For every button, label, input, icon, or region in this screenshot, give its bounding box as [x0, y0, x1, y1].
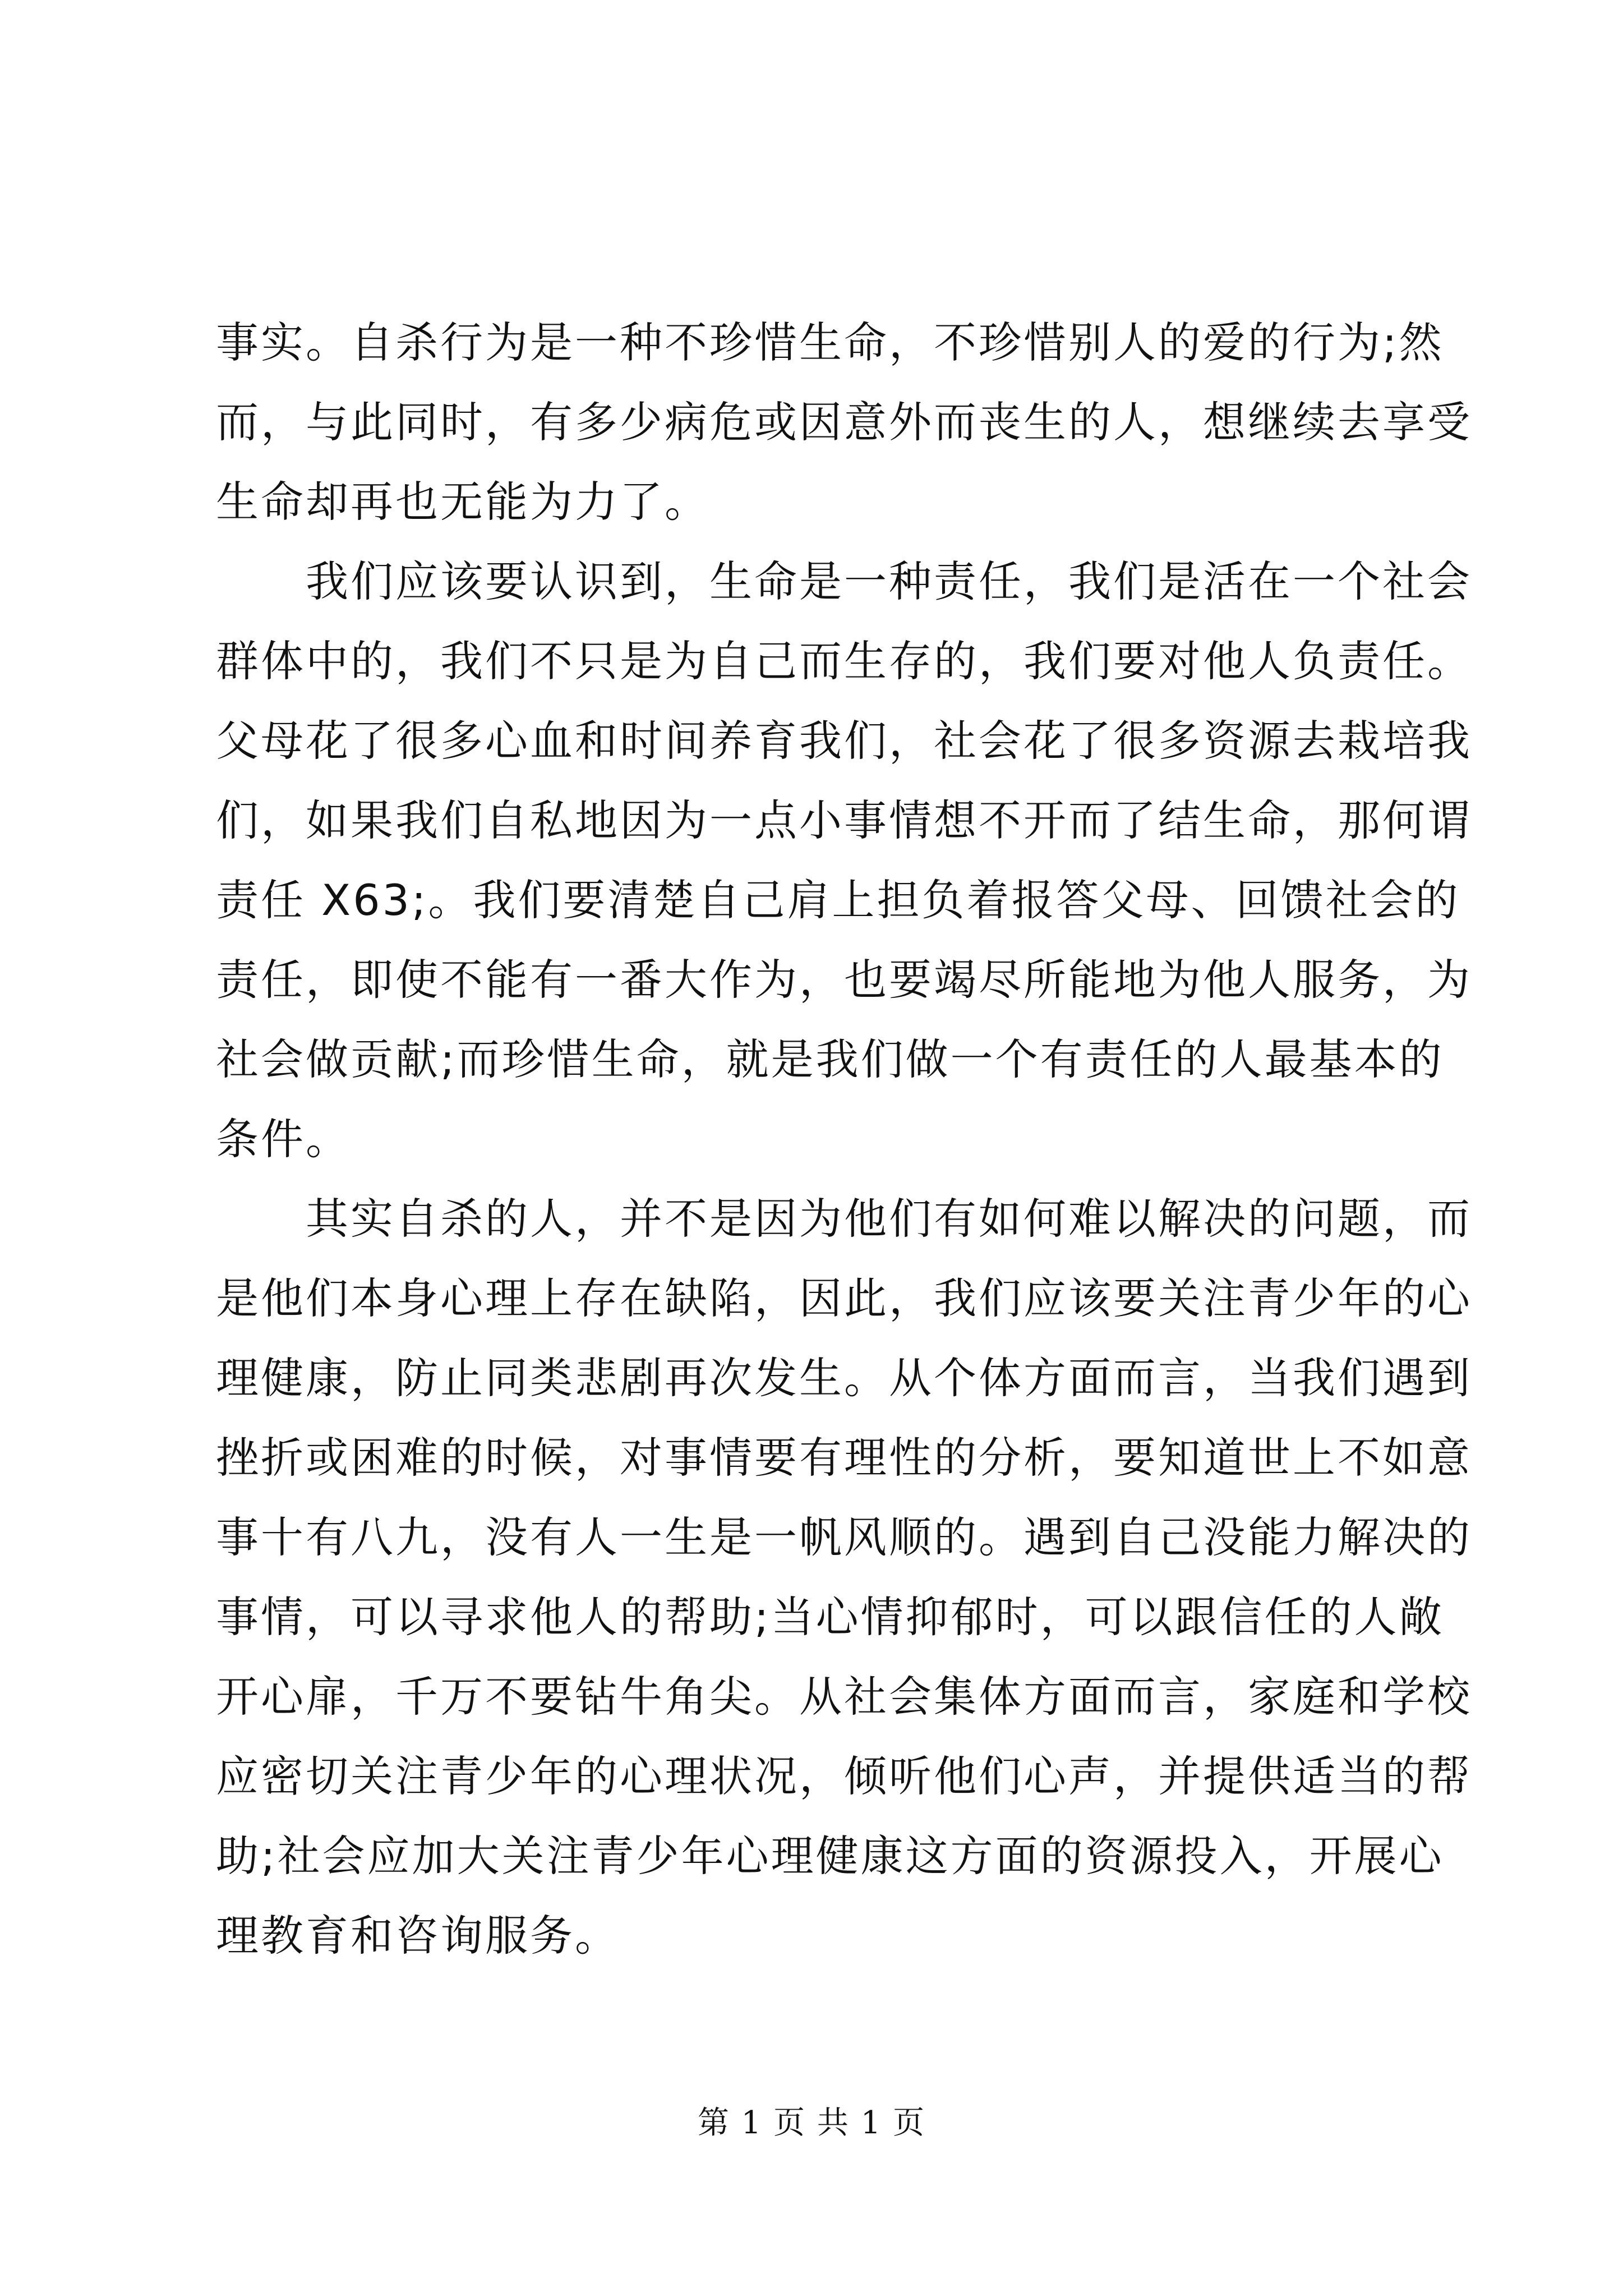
paragraph-3-line-9: 助;社会应加大关注青少年心理健康这方面的资源投入，开展心	[216, 1831, 1444, 1881]
paragraph-2-line-2: 群体中的，我们不只是为自己而生存的，我们要对他人负责任。	[216, 636, 1472, 686]
paragraph-3-line-10: 理教育和咨询服务。	[216, 1911, 620, 1961]
paragraph-2-line-1: 我们应该要认识到，生命是一种责任，我们是活在一个社会	[306, 556, 1472, 606]
paragraph-1-line-1: 事实。自杀行为是一种不珍惜生命，不珍惜别人的爱的行为;然	[216, 318, 1444, 367]
paragraph-3-line-2: 是他们本身心理上存在缺陷，因此，我们应该要关注青少年的心	[216, 1273, 1472, 1323]
paragraph-2-line-5: 责任 X63;。我们要清楚自己肩上担负着报答父母、回馈社会的	[216, 875, 1460, 925]
paragraph-2-line-4: 们，如果我们自私地因为一点小事情想不开而了结生命，那何谓	[216, 795, 1472, 845]
paragraph-3-line-1: 其实自杀的人，并不是因为他们有如何难以解决的问题，而	[306, 1194, 1472, 1244]
document-body	[216, 303, 1472, 1976]
paragraph-2-line-3: 父母花了很多心血和时间养育我们，社会花了很多资源去栽培我	[216, 716, 1472, 766]
paragraph-3-line-4: 挫折或困难的时候，对事情要有理性的分析，要知道世上不如意	[216, 1433, 1472, 1483]
paragraph-3-line-7: 开心扉，千万不要钻牛角尖。从社会集体方面而言，家庭和学校	[216, 1672, 1472, 1722]
paragraph-2-line-6: 责任，即使不能有一番大作为，也要竭尽所能地为他人服务，为	[216, 955, 1472, 1005]
page-number-footer: 第 1 页 共 1 页	[697, 2105, 926, 2141]
paragraph-3-line-3: 理健康，防止同类悲剧再次发生。从个体方面而言，当我们遇到	[216, 1353, 1472, 1403]
paragraph-2-line-8: 条件。	[216, 1114, 351, 1164]
paragraph-2-line-7: 社会做贡献;而珍惜生命，就是我们做一个有责任的人最基本的	[216, 1034, 1444, 1084]
paragraph-1-line-2: 而，与此同时，有多少病危或因意外而丧生的人，想继续去享受	[216, 397, 1472, 447]
paragraph-3-line-8: 应密切关注青少年的心理状况，倾听他们心声，并提供适当的帮	[216, 1751, 1472, 1801]
paragraph-3-line-5: 事十有八九，没有人一生是一帆风顺的。遇到自己没能力解决的	[216, 1512, 1472, 1562]
paragraph-3-line-6: 事情，可以寻求他人的帮助;当心情抑郁时，可以跟信任的人敞	[216, 1592, 1444, 1642]
paragraph-1-line-3: 生命却再也无能为力了。	[216, 477, 709, 527]
